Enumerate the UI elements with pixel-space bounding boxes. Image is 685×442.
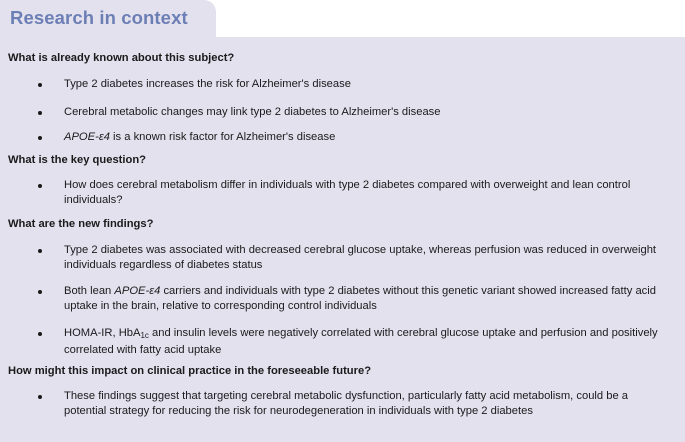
title-tab	[0, 0, 216, 38]
bullet-icon	[38, 290, 42, 294]
list-item-text: Type 2 diabetes increases the risk for Alzheimer's disease	[64, 78, 351, 90]
section-heading: How might this impact on clinical practice in the foreseeable future?	[8, 365, 372, 377]
bullet-icon	[38, 249, 42, 253]
list-item-text: These findings suggest that targeting cerebral metabolic dysfunction, particularly fatty acid metabolism, could be a potential strategy for reducing the risk for neurodegeneration in individuals with type 2 diabetes	[64, 390, 629, 417]
list-item-text: Both lean APOE-ε4 carriers and individuals with type 2 diabetes without this genetic variant showed increased fatty acid uptake in the brain, relative to corresponding control individuals	[64, 285, 656, 312]
section-heading: What is already known about this subject?	[8, 52, 235, 64]
bullet-icon	[38, 111, 42, 115]
bullet-icon	[38, 83, 42, 87]
list-item-text: HOMA-IR, HbA$_{1c}$ and insulin levels were negatively correlated with cerebral glucose uptake and perfusion and positively correlated with fatty acid uptake	[64, 327, 658, 356]
section-heading: What are the new findings?	[8, 218, 154, 230]
box-title: Research in context	[10, 7, 188, 28]
bullet-icon	[38, 184, 42, 188]
list-item-text: APOE-ε4 is a known risk factor for Alzheimer's disease	[64, 131, 336, 143]
list-item-text: How does cerebral metabolism differ in individuals with type 2 diabetes compared with overweight and lean control individuals?	[64, 179, 631, 206]
content-panel	[0, 37, 685, 442]
list-item-text: Type 2 diabetes was associated with decreased cerebral glucose uptake, whereas perfusion was reduced in overweight individuals regardless of diabetes status	[64, 244, 657, 271]
section-heading: What is the key question?	[8, 154, 146, 166]
bullet-icon	[38, 136, 42, 140]
list-item-text: Cerebral metabolic changes may link type 2 diabetes to Alzheimer's disease	[64, 106, 441, 118]
bullet-icon	[38, 332, 42, 336]
bullet-icon	[38, 395, 42, 399]
